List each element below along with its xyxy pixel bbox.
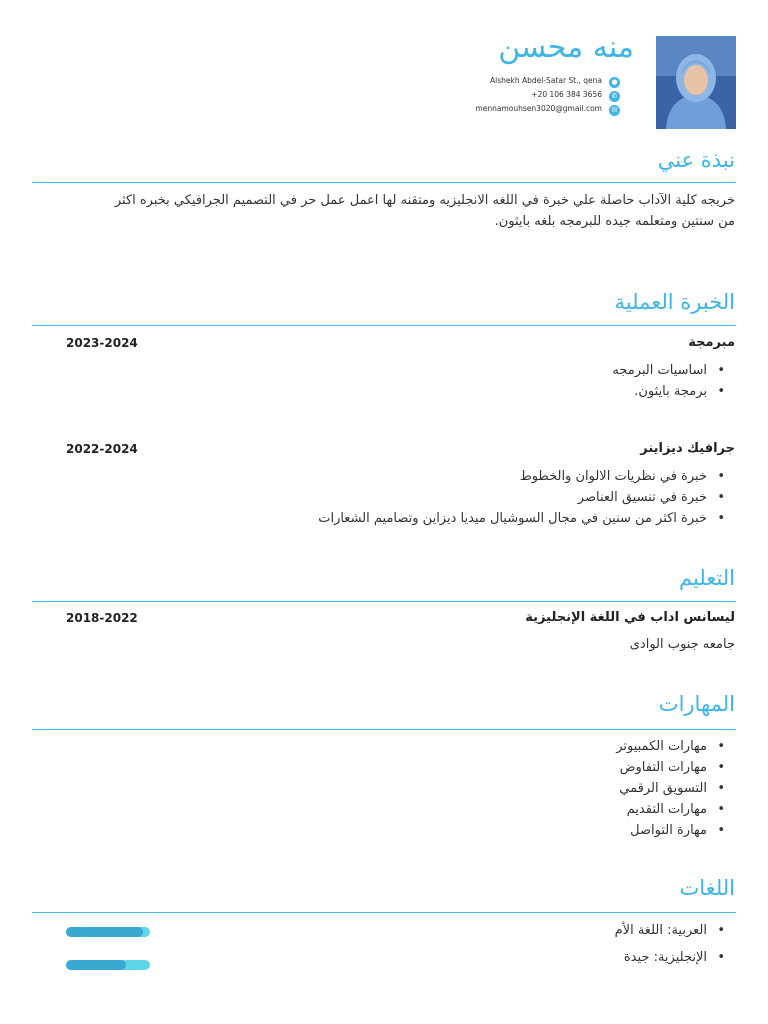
list-item: خبرة في تنسيق العناصر • [318, 487, 735, 508]
list-item: خبرة في نظريات الالوان والخطوط • [318, 466, 735, 487]
contact-email[interactable]: mennamouhsen3020@gmail.com [475, 104, 602, 113]
phone-icon: ✆ [609, 91, 620, 102]
list-item: مهارات التقديم • [616, 799, 735, 820]
list-item: مهارات التفاوض • [616, 757, 735, 778]
language-item-english [624, 947, 735, 968]
language-level-bar [66, 927, 150, 937]
skills-divider [32, 729, 736, 730]
contact-address: Alshekh Abdel-Satar St., qena [490, 76, 602, 85]
job-title: مبرمجة [688, 335, 735, 350]
profile-photo [656, 36, 736, 129]
list-item: التسويق الرقمي • [616, 778, 735, 799]
contact-phone: +20 106 384 3656 [531, 90, 602, 99]
job-date: 2023-2024 [66, 336, 138, 350]
location-icon: ● [609, 77, 620, 88]
job-date: 2022-2024 [66, 442, 138, 456]
list-item: اساسيات البرمجه • [612, 360, 735, 381]
education-title: التعليم [679, 566, 735, 590]
list-item: خبرة اكثر من سنين في مجال السوشيال ميديا ديزاين وتصاميم الشعارات • [318, 508, 735, 529]
school-name: جامعه جنوب الوادى [629, 637, 735, 652]
languages-divider [32, 912, 736, 913]
language-label: الإنجليزية: جيدة • [624, 947, 735, 968]
skills-list [616, 736, 735, 841]
language-level-fill [66, 927, 143, 937]
about-title: نبذة عني [657, 148, 735, 172]
email-icon: ✉ [609, 105, 620, 116]
job-bullets [318, 466, 735, 529]
education-divider [32, 601, 736, 602]
skills-title: المهارات [658, 692, 735, 716]
language-level-bar [66, 960, 150, 970]
education-date: 2018-2022 [66, 611, 138, 625]
job-bullets [612, 360, 735, 402]
list-item: مهارات الكمبيوتر • [616, 736, 735, 757]
list-item: مهارة التواصل • [616, 820, 735, 841]
languages-title: اللغات [679, 876, 735, 900]
experience-divider [32, 325, 736, 326]
language-label: العربية: اللغة الأم • [615, 920, 735, 941]
candidate-name: منه محسن [498, 30, 634, 65]
profile-photo-illustration [656, 36, 736, 129]
experience-title: الخبرة العملية [614, 290, 735, 314]
degree-title: ليسانس اداب في اللغة الإنجليزية [525, 610, 735, 625]
list-item: برمجة بايثون. • [612, 381, 735, 402]
about-divider [32, 182, 736, 183]
about-text: خريجه كلية الآداب حاصلة علي خبرة في اللغه الانجليزيه ومتقنه لها اعمل عمل حر في التصميم الجرافيكي بخبره اكثر من سنتين ومتعلمه جيده للبرمجه بلغه بايثون. [114, 193, 735, 229]
language-level-fill [66, 960, 126, 970]
language-item-arabic [615, 920, 735, 941]
job-title: جرافيك ديزاينر [640, 441, 735, 456]
